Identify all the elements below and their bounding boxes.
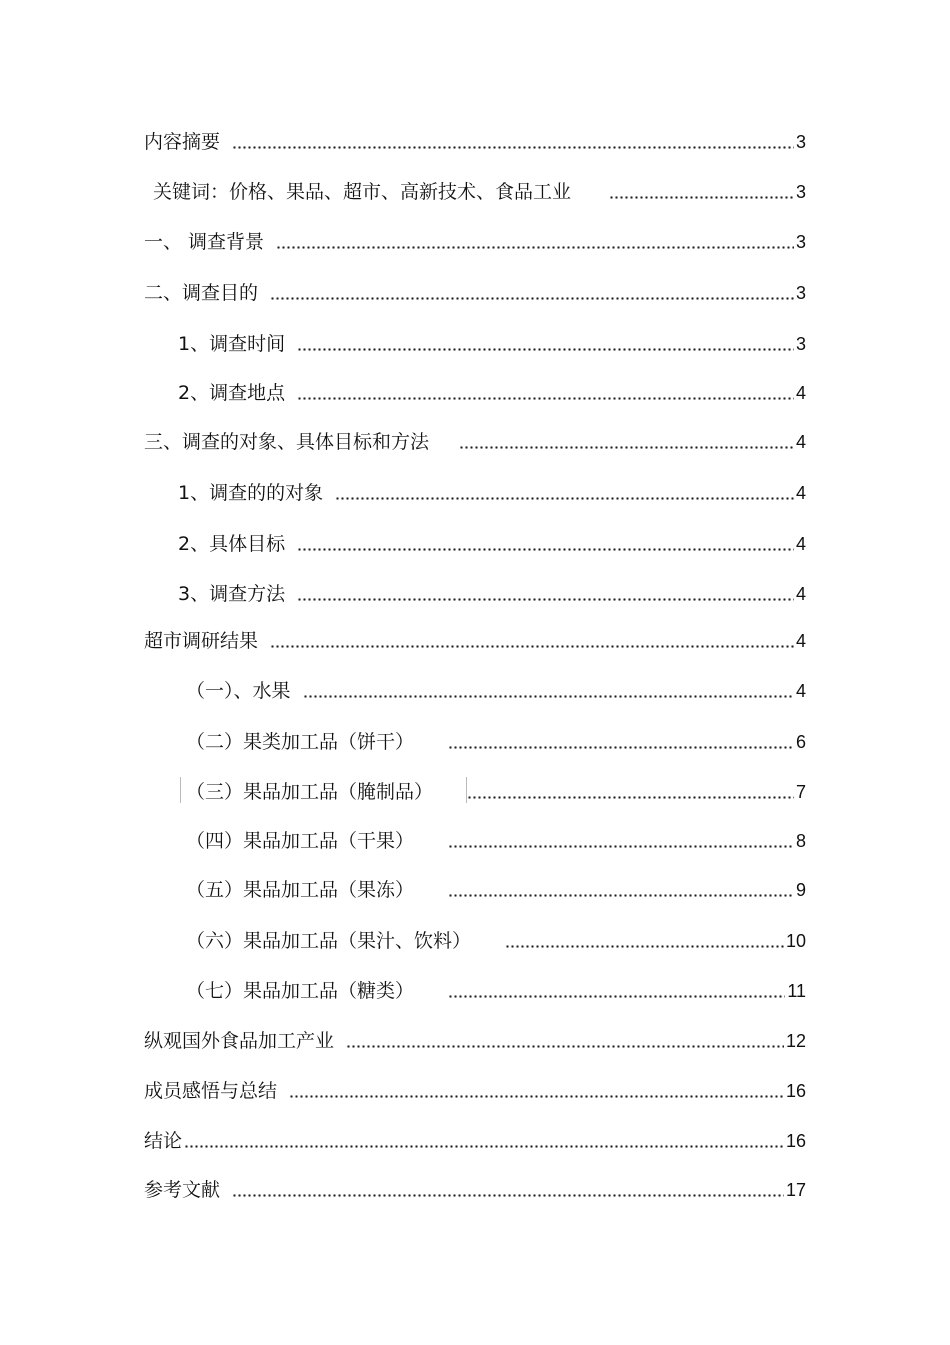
toc-leader-dots [448, 831, 794, 849]
toc-leader-dots [467, 782, 794, 800]
toc-entry-page: 7 [795, 782, 806, 802]
toc-entry-candy[interactable] [186, 975, 806, 1003]
toc-entry-page: 4 [795, 483, 806, 503]
toc-entry-title: 关键词：价格、果品、超市、高新技术、食品工业 [153, 181, 572, 203]
toc-leader-dots [276, 232, 794, 250]
toc-leader-dots [232, 1180, 784, 1198]
toc-entry-page: 6 [795, 732, 806, 752]
toc-entry-conclusion[interactable] [144, 1125, 806, 1153]
toc-leader-dots [232, 132, 794, 150]
toc-entry-page: 4 [795, 631, 806, 651]
toc-entry-page: 4 [795, 383, 806, 403]
toc-leader-dots [297, 534, 794, 552]
toc-leader-dots [448, 880, 794, 898]
toc-entry-reflections[interactable] [144, 1075, 806, 1103]
toc-entry-title: 3、调查方法 [178, 583, 286, 605]
toc-entry-jelly[interactable] [186, 874, 806, 902]
toc-entry-objects[interactable] [178, 477, 806, 505]
toc-entry-title: （三）果品加工品（腌制品） [186, 781, 434, 803]
toc-entry-purpose[interactable] [144, 277, 806, 305]
cursor-line-left [180, 777, 181, 803]
toc-entry-title: 二、调查目的 [144, 282, 259, 304]
toc-leader-dots [459, 432, 794, 450]
toc-entry-title: （二）果类加工品（饼干） [186, 731, 415, 753]
toc-entry-title: （一）、水果 [186, 680, 291, 702]
toc-entry-page: 3 [795, 283, 806, 303]
cursor-line-right [466, 777, 467, 803]
toc-entry-references[interactable] [144, 1174, 806, 1202]
toc-entry-biscuits[interactable] [186, 726, 806, 754]
toc-entry-title: （七）果品加工品（糖类） [186, 980, 415, 1002]
toc-entry-title: 三、调查的对象、具体目标和方法 [144, 431, 430, 453]
toc-entry-title: 结论 [144, 1130, 183, 1152]
toc-entry-title: 成员感悟与总结 [144, 1080, 278, 1102]
toc-entry-page: 12 [785, 1031, 806, 1051]
toc-leader-dots [335, 483, 794, 501]
toc-entry-methods[interactable] [178, 578, 806, 606]
toc-leader-dots [609, 182, 794, 200]
toc-entry-title: 1、调查的的对象 [178, 482, 324, 504]
toc-entry-fruit[interactable] [186, 675, 806, 703]
toc-entry-title: 参考文献 [144, 1179, 221, 1201]
toc-entry-page: 4 [795, 584, 806, 604]
toc-entry-title: 内容摘要 [144, 131, 221, 153]
toc-entry-goals[interactable] [178, 528, 806, 556]
toc-leader-dots [297, 383, 794, 401]
toc-entry-page: 4 [795, 534, 806, 554]
toc-entry-page: 4 [795, 681, 806, 701]
toc-leader-dots [270, 283, 794, 301]
toc-entry-title: 2、调查地点 [178, 382, 286, 404]
toc-entry-page: 16 [785, 1131, 806, 1151]
toc-entry-page: 10 [785, 931, 806, 951]
toc-entry-page: 3 [795, 232, 806, 252]
toc-leader-dots [448, 981, 785, 999]
toc-entry-time[interactable] [178, 328, 806, 356]
toc-leader-dots [448, 732, 794, 750]
toc-entry-page: 17 [785, 1180, 806, 1200]
toc-entry-objects-methods[interactable] [144, 426, 806, 454]
toc-leader-dots [297, 584, 794, 602]
toc-entry-page: 4 [795, 432, 806, 452]
toc-entry-juice[interactable] [186, 925, 806, 953]
toc-leader-dots [184, 1131, 784, 1149]
toc-entry-page: 16 [785, 1081, 806, 1101]
toc-entry-foreign-industry[interactable] [144, 1025, 806, 1053]
toc-entry-keywords[interactable] [153, 176, 806, 204]
toc-entry-background[interactable] [144, 226, 806, 254]
toc-leader-dots [346, 1031, 784, 1049]
toc-entry-abstract[interactable] [144, 126, 806, 154]
toc-entry-page: 9 [795, 880, 806, 900]
toc-leader-dots [505, 931, 784, 949]
toc-entry-page: 3 [795, 132, 806, 152]
toc-entry-pickled[interactable] [186, 776, 806, 804]
toc-entry-title: 超市调研结果 [144, 630, 259, 652]
toc-entry-page: 3 [795, 182, 806, 202]
toc-entry-page: 8 [795, 831, 806, 851]
toc-entry-title: 纵观国外食品加工产业 [144, 1030, 335, 1052]
toc-leader-dots [270, 631, 794, 649]
toc-entry-title: （五）果品加工品（果冻） [186, 879, 415, 901]
toc-entry-title: （四）果品加工品（干果） [186, 830, 415, 852]
toc-entry-location[interactable] [178, 377, 806, 405]
toc-entry-page: 11 [787, 981, 806, 1001]
toc-entry-dried-fruit[interactable] [186, 825, 806, 853]
toc-leader-dots [297, 334, 794, 352]
toc-entry-title: （六）果品加工品（果汁、饮料） [186, 930, 472, 952]
toc-entry-title: 1、调查时间 [178, 333, 286, 355]
toc-entry-page: 3 [795, 334, 806, 354]
toc-leader-dots [303, 681, 794, 699]
toc-entry-results[interactable] [144, 625, 806, 653]
toc-entry-title: 2、具体目标 [178, 533, 286, 555]
toc-leader-dots [289, 1081, 784, 1099]
toc-entry-title: 一、 调查背景 [144, 231, 265, 253]
